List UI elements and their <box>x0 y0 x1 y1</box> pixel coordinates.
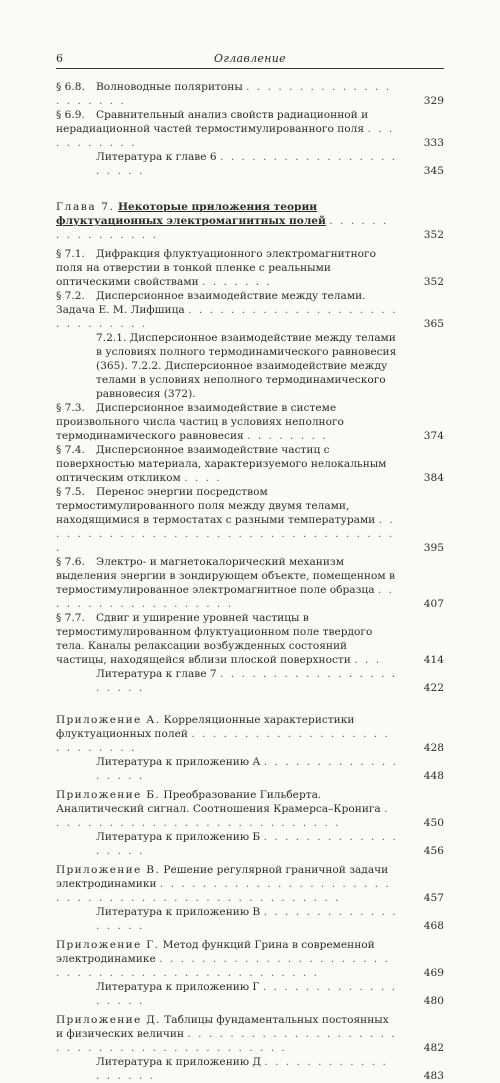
section-title: Литература к приложению В <box>96 906 261 918</box>
toc-entry-7-7[interactable] <box>56 611 444 667</box>
section-number: § 7.1. <box>56 248 85 260</box>
leader-dots: . . . . . . . . . . . . . . . . . . . . . . . . . . . . . . . . . . . . . . . . . . <box>56 1028 397 1054</box>
page-ref: 483 <box>423 1070 444 1082</box>
section-title: Волноводные поляритоны <box>96 81 243 93</box>
appendix-label: Приложение Б. <box>56 789 161 801</box>
leader-dots: . . . . . . . . . . . . . . . . . . <box>96 831 398 857</box>
page-ref: 365 <box>423 318 444 330</box>
page-ref: 333 <box>423 137 444 149</box>
leader-dots: . . . . . . . . . . . . . . . . . . <box>96 906 398 932</box>
toc-entry-appendix-a[interactable] <box>56 713 444 755</box>
leader-dots: . . . . . . . . . . . . . . . . . . . . . . . . . . . . . . . . . . . . . . . . . . . . . . . <box>56 953 390 979</box>
toc-entry-literature-d[interactable] <box>56 1055 444 1083</box>
page-ref: 469 <box>423 967 444 979</box>
leader-dots: . . . . . . . . . . . . . . . . . . . . . . . . . . . . . . . . . . . <box>56 514 395 554</box>
section-title: Дифракция флуктуационного электромагнитного поля на отверстии в тонкой пленке с реальными оптическими свойствами <box>56 248 376 288</box>
leader-dots: . . . . . . . . . . . . . . . . . . <box>96 756 398 782</box>
running-header <box>56 52 444 69</box>
page-ref: 329 <box>423 95 444 107</box>
section-title: Электро- и магнетокалорический механизм выделения энергии в зондирующем объекте, помещенном в термостимулированное электромагнитное поле образца <box>56 556 395 596</box>
appendix-title: Решение регулярной граничной задачи электродинамики <box>56 864 389 890</box>
appendix-title: Преобразование Гильберта. Аналитический сигнал. Соотношения Крамерса–Кронига <box>56 789 381 815</box>
leader-dots: . . . . . . . . . . . . . . . . . . . . . . . . . . . <box>56 728 390 754</box>
page-ref: 345 <box>423 165 444 177</box>
toc-entry-literature-g[interactable] <box>56 980 444 1008</box>
page-ref: 352 <box>423 276 444 288</box>
section-title: Литература к приложению Д <box>96 1056 262 1068</box>
page-ref: 407 <box>423 598 444 610</box>
toc-entry-literature-7[interactable] <box>56 667 444 695</box>
subsection-list: 7.2.1. Дисперсионное взаимодействие между телами в условиях полного термодинамического равновесия (365). 7.2.2. Дисперсионное взаимодействие между телами в условиях неполного термодинамического равновесия (372). <box>96 332 397 400</box>
leader-dots: . . . . . . . . . . . . . . . . . . . . . . . . . . . . . <box>56 304 398 330</box>
section-title: Дисперсионное взаимодействие в системе произвольного числа частиц в условиях неполного термодинамического равновесия <box>56 402 344 442</box>
section-number: § 7.7. <box>56 612 85 624</box>
section-title: Литература к главе 7 <box>96 668 217 680</box>
section-title: Дисперсионное взаимодействие частиц с поверхностью материала, характеризуемого нелокальным оптическим откликом <box>56 444 387 484</box>
toc-subsections-7-2 <box>56 331 444 401</box>
page-ref: 428 <box>423 742 444 754</box>
toc-entry-7-4[interactable] <box>56 443 444 485</box>
section-number: § 7.6. <box>56 556 85 568</box>
leader-dots: . . . . . . . . . . . . . . . . . . . . . . <box>96 151 398 177</box>
appendix-title: Таблицы фундаментальных постоянных и физических величин <box>56 1014 389 1040</box>
appendix-label: Приложение А. <box>56 714 161 726</box>
leader-dots: . . . . <box>184 472 222 484</box>
section-title: Дисперсионное взаимодействие между телами. Задача Е. М. Лифшица <box>56 290 366 316</box>
section-number: § 7.5. <box>56 486 85 498</box>
page-ref: 450 <box>423 817 444 829</box>
page-ref: 456 <box>423 845 444 857</box>
page-ref: 422 <box>423 682 444 694</box>
chapter-title: Некоторые приложения теории флуктуационных электромагнитных полей <box>56 201 326 227</box>
section-title: Сравнительный анализ свойств радиационной и нерадиационной частей термостимулированного поля <box>56 109 369 135</box>
toc-entry-7-2[interactable] <box>56 289 444 331</box>
page-ref: 468 <box>423 920 444 932</box>
page-number: 6 <box>56 52 63 65</box>
appendix-label: Приложение В. <box>56 864 161 876</box>
page-ref: 448 <box>423 770 444 782</box>
section-number: § 7.2. <box>56 290 85 302</box>
section-number: § 6.9. <box>56 109 85 121</box>
toc-entry-literature-v[interactable] <box>56 905 444 933</box>
toc-entry-appendix-v[interactable] <box>56 863 444 905</box>
leader-dots: . . . . . . . . . . . . . . . . <box>56 215 389 241</box>
section-number: § 6.8. <box>56 81 85 93</box>
leader-dots: . . . . . . . . . . . . . . . . . . . . . . . . . . . . <box>56 803 390 829</box>
section-number: § 7.4. <box>56 444 85 456</box>
toc-entry-6-9[interactable] <box>56 108 444 150</box>
page-ref: 414 <box>423 654 444 666</box>
page-ref: 374 <box>423 430 444 442</box>
toc-entry-chapter-7[interactable] <box>56 200 444 242</box>
chapter-label: Глава 7. <box>56 201 115 213</box>
page-title: Оглавление <box>214 52 286 65</box>
page-ref: 480 <box>423 995 444 1007</box>
toc-entry-7-3[interactable] <box>56 401 444 443</box>
page-ref: 457 <box>423 892 444 904</box>
page-ref: 384 <box>423 472 444 484</box>
section-title: Литература к приложению А <box>96 756 261 768</box>
leader-dots: . . . . . . . <box>202 276 272 288</box>
appendix-title: Метод функций Грина в современной электродинамике <box>56 939 375 965</box>
toc-entry-appendix-g[interactable] <box>56 938 444 980</box>
section-title: Перенос энергии посредством термостимулированного поля между двумя телами, находящимися в термостатах с разными температурами <box>56 486 376 526</box>
table-of-contents <box>56 80 444 1083</box>
toc-entry-literature-a[interactable] <box>56 755 444 783</box>
appendix-title: Корреляционные характеристики флуктуационных полей <box>56 714 355 740</box>
section-title: Литература к приложению Г <box>96 981 260 993</box>
leader-dots: . . . . . . . . <box>247 430 328 442</box>
section-title: Литература к приложению Б <box>96 831 261 843</box>
section-title: Сдвиг и уширение уровней частицы в термостимулированном флуктуационном поле твердого тела. Каналы релаксации возбужденных состояний частицы, находящейся вблизи плоской поверхности <box>56 612 373 666</box>
toc-entry-7-6[interactable] <box>56 555 444 611</box>
appendix-label: Приложение Д. <box>56 1014 161 1026</box>
section-title: Литература к главе 6 <box>96 151 217 163</box>
leader-dots: . . . . . . . . . . . <box>56 123 395 149</box>
leader-dots: . . . <box>354 654 382 666</box>
toc-entry-literature-6[interactable] <box>56 150 444 178</box>
toc-entry-appendix-d[interactable] <box>56 1013 444 1055</box>
leader-dots: . . . . . . . . . . . . . . . . . . <box>96 981 397 1007</box>
toc-entry-6-8[interactable] <box>56 80 444 108</box>
leader-dots: . . . . . . . . . . . . . . . . . . . <box>56 584 395 610</box>
toc-entry-7-1[interactable] <box>56 247 444 289</box>
toc-entry-7-5[interactable] <box>56 485 444 555</box>
toc-entry-appendix-b[interactable] <box>56 788 444 830</box>
leader-dots: . . . . . . . . . . . . . . . . . . . . . . <box>96 668 398 694</box>
leader-dots: . . . . . . . . . . . . . . . . . . . . . <box>56 81 392 107</box>
toc-entry-literature-b[interactable] <box>56 830 444 858</box>
page-ref: 482 <box>423 1042 444 1054</box>
appendix-label: Приложение Г. <box>56 939 160 951</box>
section-number: § 7.3. <box>56 402 85 414</box>
leader-dots: . . . . . . . . . . . . . . . . . . <box>96 1056 388 1082</box>
page-ref: 395 <box>423 542 444 554</box>
page-ref: 352 <box>423 229 444 241</box>
leader-dots: . . . . . . . . . . . . . . . . . . . . . . . . . . . . . . . . . . . . . . . . . . . . . . . . . <box>56 878 391 904</box>
